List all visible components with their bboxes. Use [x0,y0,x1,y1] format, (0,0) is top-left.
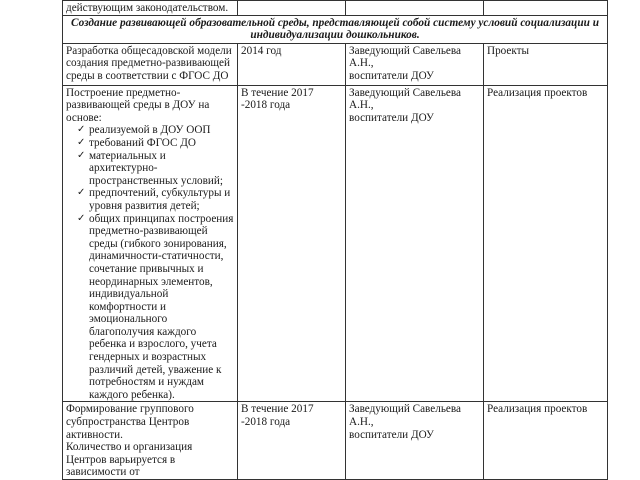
list-item-text: предпочтений, субкультуры и уровня развития детей; [89,187,231,212]
responsible-text: воспитатели ДОУ [349,111,434,124]
responsible-cell [346,43,484,85]
result-cell [484,402,608,480]
section-header-row [63,15,608,43]
task-cell [63,85,238,402]
plan-table [62,0,608,480]
table-row [63,43,608,85]
table-row [63,402,608,480]
checkmark-icon: ✓ [77,136,86,148]
deadline-text: 2014 год [241,44,282,57]
result-cell [484,43,608,85]
responsible-cell [346,85,484,402]
table-cell [484,1,608,16]
table-row [63,1,608,16]
responsible-text: Заведующий Савельева А.Н., [349,403,461,429]
table-cell [346,1,484,16]
table-cell [63,1,238,16]
responsible-text: воспитатели ДОУ [349,69,434,82]
task-text: Количество и организация Центров варьируется в зависимости от [66,441,193,479]
table-cell [238,1,346,16]
deadline-text: В течение 2017 -2018 года [241,86,314,112]
section-header [63,15,608,43]
list-item [77,124,234,137]
list-item-text: материальных и архитектурно-пространственных условий; [89,149,224,187]
result-text: Реализация проектов [487,86,588,99]
responsible-cell [346,402,484,480]
list-item-text: требований ФГОС ДО [89,136,196,149]
task-cell [63,402,238,480]
task-cell [63,43,238,85]
cell-text: действующим законодательством. [66,2,229,14]
list-item-text: реализуемой в ДОУ ООП [89,124,211,137]
checkmark-icon: ✓ [77,212,86,224]
section-header-line: Создание развивающей образовательной среды, представляющей собой систему условий социализации и [70,16,600,29]
deadline-text: В течение 2017 -2018 года [241,403,314,429]
list-item [77,150,234,188]
section-header-line: индивидуализации дошкольников. [250,29,420,42]
responsible-text: воспитатели ДОУ [349,428,434,441]
checkmark-icon: ✓ [77,124,86,136]
task-intro: Построение предметно-развивающей среды в ДОУ на основе: [66,86,210,124]
document-page [62,0,618,479]
checkmark-icon: ✓ [77,187,86,199]
task-text: Разработка общесадовской модели создания предметно-развивающей среды в соответствии с ФГОС ДО [66,44,232,82]
checkmark-icon: ✓ [77,149,86,161]
result-cell [484,85,608,402]
result-text: Проекты [487,44,530,57]
responsible-text: Заведующий Савельева А.Н., [349,86,461,112]
deadline-cell [238,85,346,402]
table-row [63,85,608,402]
deadline-cell [238,402,346,480]
list-item [77,187,234,212]
result-text: Реализация проектов [487,403,588,416]
list-item-text: общих принципах построения предметно-развивающей среды (гибкого зонирования, динамичности-статичности, сочетание привычных и неординарных элементов, индивидуальной комфортности и эмоционального благополучия каждого ребенка и взрослого, учета гендерных и возрастных различий детей, уважение к потребностям и нуждам каждого ребенка). [89,212,234,401]
list-item [77,137,234,150]
list-item [77,213,234,402]
task-text: Формирование группового субпространства Центров активности. [66,403,194,441]
deadline-cell [238,43,346,85]
checklist [66,124,234,401]
responsible-text: Заведующий Савельева А.Н., [349,44,461,70]
